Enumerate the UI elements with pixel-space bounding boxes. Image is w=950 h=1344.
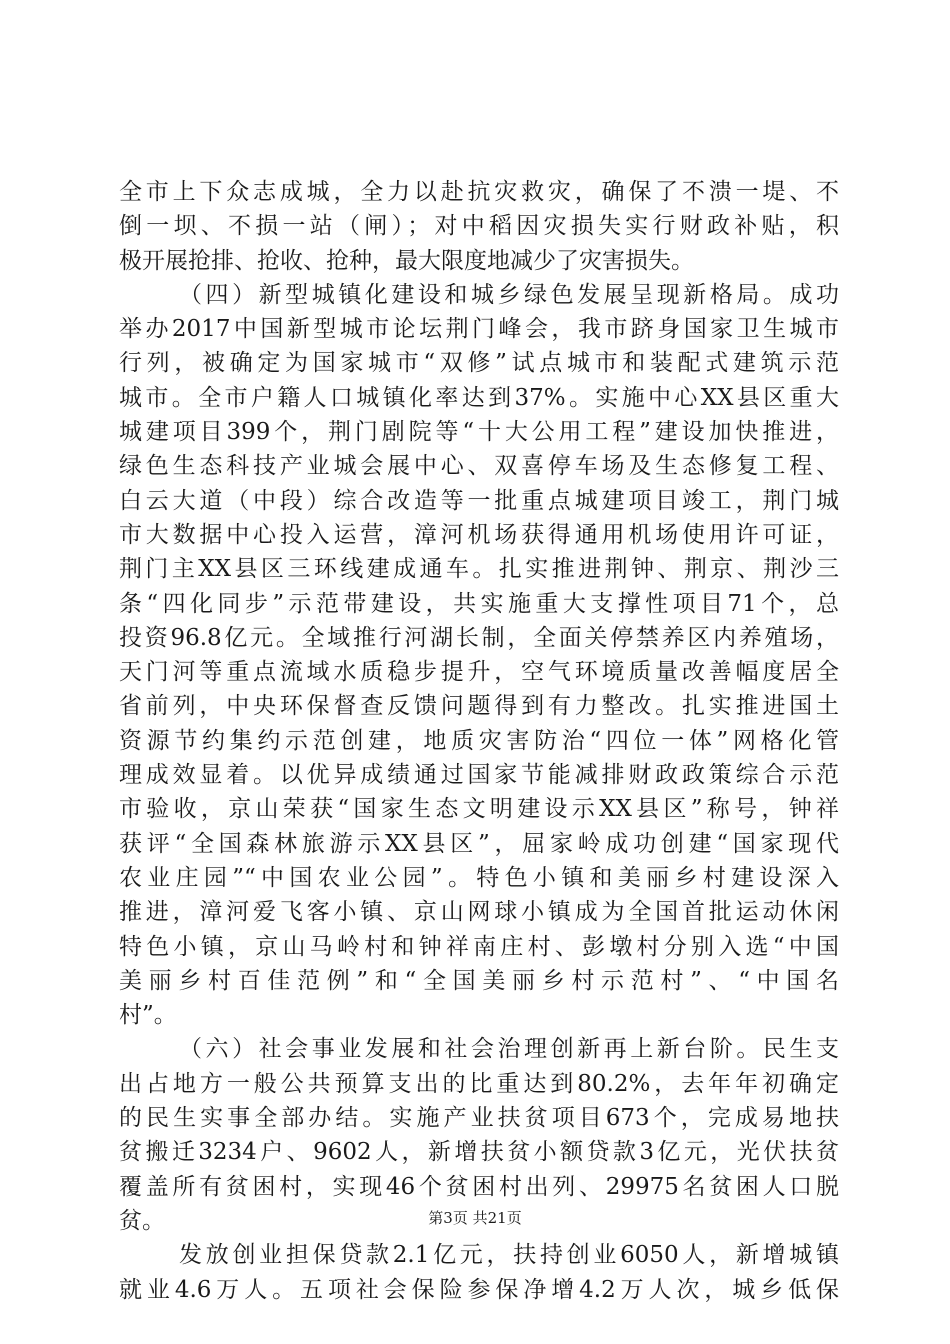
text-line: 城建项目399个，荆门剧院等“十大公用工程”建设加快推进， [119, 419, 839, 446]
text-line: 美丽乡村百佳范例”和“全国美丽乡村示范村”、“中国名 [119, 967, 839, 994]
text-line: 行列，被确定为国家城市“双修”试点城市和装配式建筑示范 [119, 350, 839, 377]
body-text [119, 175, 839, 1307]
page-number-footer: 第3页 共21页 [428, 1209, 522, 1227]
text-line: 省前列，中央环保督查反馈问题得到有力整改。扎实推进国土 [119, 693, 839, 720]
section-heading-line: （六）社会事业发展和社会治理创新再上新台阶。民生支 [179, 1036, 839, 1063]
text-line: 天门河等重点流域水质稳步提升，空气环境质量改善幅度居全 [119, 659, 839, 686]
text-line: 出占地方一般公共预算支出的比重达到80.2%，去年年初确定 [119, 1070, 839, 1097]
text-line: 获评“全国森林旅游示XX县区”，屈家岭成功创建“国家现代 [119, 830, 839, 857]
text-line: 村”。 [119, 1002, 177, 1029]
text-line: 荆门主XX县区三环线建成通车。扎实推进荆钟、荆京、荆沙三 [119, 556, 839, 583]
text-line: 贫搬迁3234户、9602人，新增扶贫小额贷款3亿元，光伏扶贫 [119, 1139, 839, 1166]
text-line: 极开展抢排、抢收、抢种，最大限度地减少了灾害损失。 [119, 247, 694, 274]
text-line: 特色小镇，京山马岭村和钟祥南庄村、彭墩村分别入选“中国 [119, 933, 839, 960]
text-line: 倒一坝、不损一站（闸）；对中稻因灾损失实行财政补贴，积 [119, 213, 839, 240]
paragraph-start-line: 发放创业担保贷款2.1亿元，扶持创业6050人，新增城镇 [179, 1242, 839, 1269]
text-line: 就业4.6万人。五项社会保险参保净增4.2万人次，城乡低保 [119, 1276, 839, 1303]
text-line: 举办2017中国新型城市论坛荆门峰会，我市跻身国家卫生城市 [119, 316, 839, 343]
text-line: 白云大道（中段）综合改造等一批重点城建项目竣工，荆门城 [119, 487, 839, 514]
text-line: 市大数据中心投入运营，漳河机场获得通用机场使用许可证， [119, 521, 839, 548]
text-line: 的民生实事全部办结。实施产业扶贫项目673个，完成易地扶 [119, 1105, 839, 1132]
text-line: 全市上下众志成城，全力以赴抗灾救灾，确保了不溃一堤、不 [119, 179, 839, 205]
text-line: 理成效显着。以优异成绩通过国家节能减排财政政策综合示范 [119, 762, 839, 789]
text-line: 覆盖所有贫困村，实现46个贫困村出列、29975名贫困人口脱 [119, 1173, 839, 1200]
text-line: 贫。 [119, 1207, 165, 1234]
text-line: 农业庄园”“中国农业公园”。特色小镇和美丽乡村建设深入 [119, 864, 839, 891]
section-heading-line: （四）新型城镇化建设和城乡绿色发展呈现新格局。成功 [179, 281, 839, 308]
text-line: 资源节约集约示范创建，地质灾害防治“四位一体”网格化管 [119, 727, 839, 754]
text-line: 投资96.8亿元。全域推行河湖长制，全面关停禁养区内养殖场， [119, 624, 839, 651]
text-line: 城市。全市户籍人口城镇化率达到37%。实施中心XX县区重大 [119, 384, 839, 411]
text-line: 条“四化同步”示范带建设，共实施重大支撑性项目71个，总 [119, 590, 839, 617]
text-line: 绿色生态科技产业城会展中心、双喜停车场及生态修复工程、 [119, 453, 839, 480]
text-line: 市验收，京山荣获“国家生态文明建设示XX县区”称号，钟祥 [119, 796, 839, 823]
text-line: 推进，漳河爱飞客小镇、京山网球小镇成为全国首批运动休闲 [119, 899, 839, 926]
